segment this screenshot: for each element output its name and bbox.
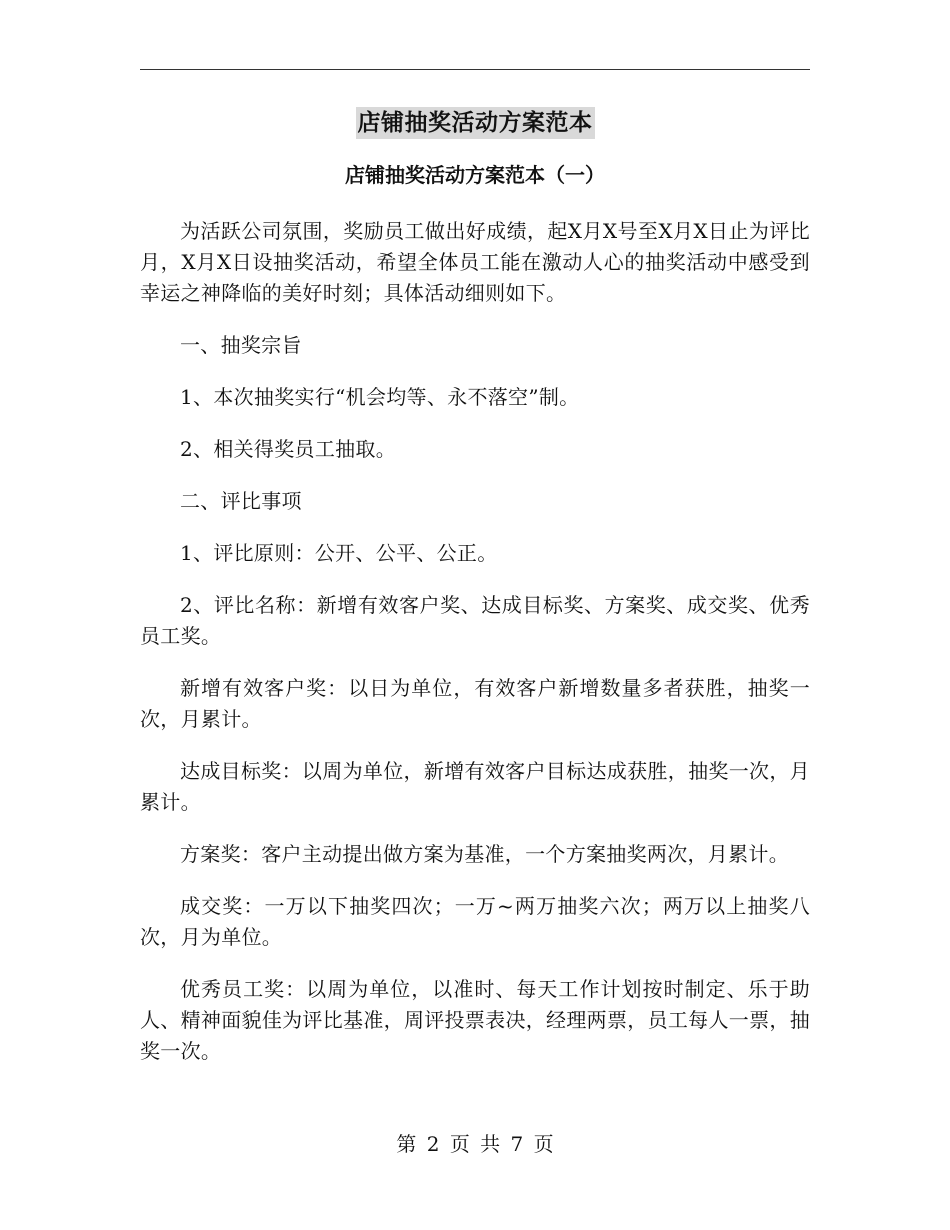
section-heading-purpose: 一、抽奖宗旨 [180, 333, 302, 357]
page-number-footer: 第 2 页 共 7 页 [396, 1132, 554, 1156]
paragraph-award-deal: 成交奖：一万以下抽奖四次；一万~两万抽奖六次；两万以上抽奖八次，月为单位。 [140, 894, 810, 949]
paragraph-award-target: 达成目标奖：以周为单位，新增有效客户目标达成获胜，抽奖一次，月累计。 [140, 759, 810, 814]
document-body [140, 216, 810, 1088]
paragraph-item: 1、本次抽奖实行“机会均等、永不落空”制。 [180, 385, 580, 409]
section-heading-evaluation: 二、评比事项 [180, 489, 302, 513]
paragraph-item: 2、评比名称：新增有效客户奖、达成目标奖、方案奖、成交奖、优秀员工奖。 [140, 593, 810, 648]
paragraph-award-new-client: 新增有效客户奖：以日为单位，有效客户新增数量多者获胜，抽奖一次，月累计。 [140, 676, 810, 731]
document-title: 店铺抽奖活动方案范本 [356, 107, 595, 139]
paragraph-award-employee: 优秀员工奖：以周为单位，以准时、每天工作计划按时制定、乐于助人、精神面貌佳为评比基准，周评投票表决，经理两票，员工每人一票，抽奖一次。 [140, 977, 810, 1063]
document-subtitle: 店铺抽奖活动方案范本（一） [345, 163, 605, 187]
paragraph-item: 2、相关得奖员工抽取。 [180, 437, 397, 461]
paragraph-award-proposal: 方案奖：客户主动提出做方案为基准，一个方案抽奖两次，月累计。 [180, 842, 789, 866]
header-divider [140, 69, 810, 70]
title-container [0, 107, 950, 139]
paragraph-item: 1、评比原则：公开、公平、公正。 [180, 541, 498, 565]
paragraph-intro: 为活跃公司氛围，奖励员工做出好成绩，起X月X号至X月X日止为评比月，X月X日设抽奖活动，希望全体员工能在激动人心的抽奖活动中感受到幸运之神降临的美好时刻；具体活动细则如下。 [140, 219, 810, 305]
